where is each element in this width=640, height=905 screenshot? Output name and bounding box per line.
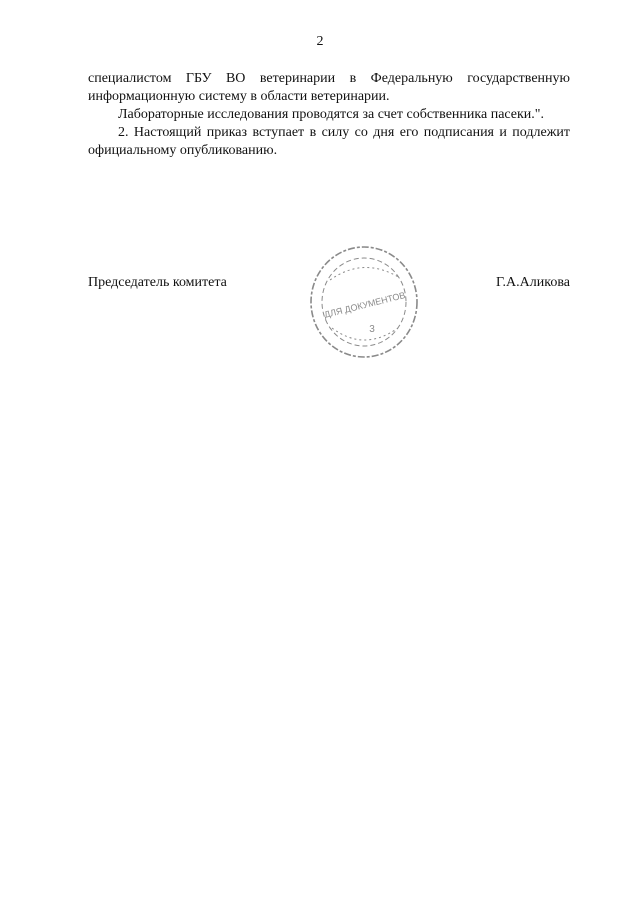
signatory-name: Г.А.Аликова (496, 275, 570, 290)
document-body (88, 70, 570, 160)
stamp-number: 3 (369, 324, 375, 335)
stamp-center-text: ДЛЯ ДОКУМЕНТОВ (323, 289, 407, 320)
page-number: 2 (316, 34, 324, 49)
official-stamp (306, 242, 422, 362)
paragraph-lab-research: Лабораторные исследования проводятся за счет собственника пасеки.". (118, 107, 545, 122)
paragraph-effective-date: 2. Настоящий приказ вступает в силу со дня его подписания и подлежит официальному опубликованию. (88, 125, 570, 158)
stamp-arc-text-top (330, 267, 400, 280)
signatory-title: Председатель комитета (88, 275, 227, 290)
paragraph-continuation: специалистом ГБУ ВО ветеринарии в Федеральную государственную информационную систему в области ветеринарии. (88, 71, 570, 104)
